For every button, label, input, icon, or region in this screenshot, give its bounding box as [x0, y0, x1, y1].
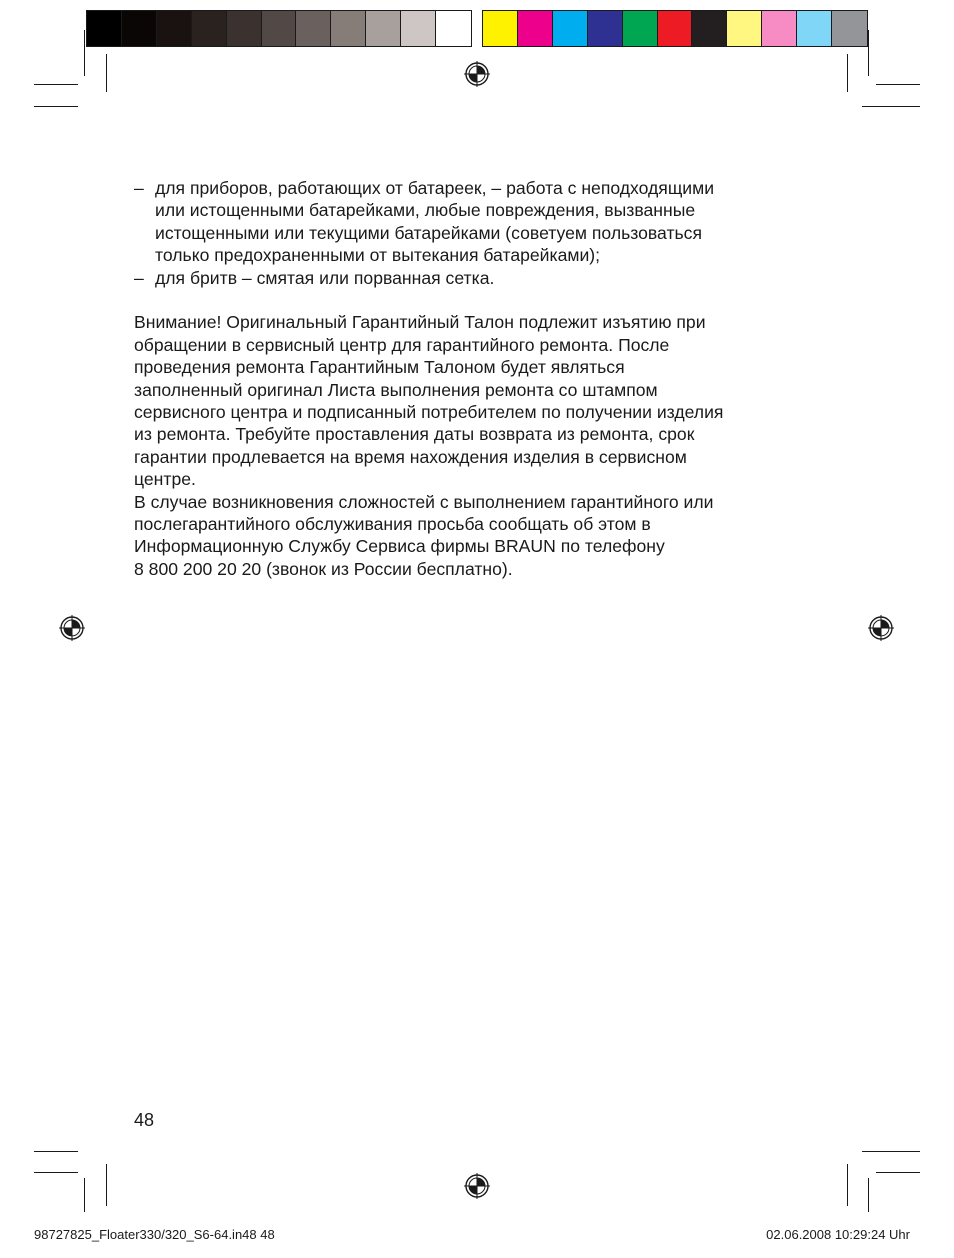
- text-line: В случае возникновения сложностей с выполнением гарантийного или: [134, 491, 714, 512]
- process-color-swatch: [797, 11, 832, 46]
- crop-mark: [868, 1178, 869, 1212]
- registration-target-icon: [59, 615, 85, 641]
- crop-mark: [847, 1164, 848, 1206]
- bullet-item-shavers: [134, 267, 834, 289]
- grayscale-swatch: [401, 11, 436, 46]
- crop-mark: [34, 1151, 78, 1152]
- crop-mark: [847, 54, 848, 92]
- crop-mark: [34, 1172, 78, 1173]
- warranty-text-body: [134, 177, 834, 580]
- registration-target-icon: [464, 1173, 490, 1199]
- grayscale-swatch: [366, 11, 401, 46]
- grayscale-swatch: [296, 11, 331, 46]
- bullet-dash: –: [134, 178, 144, 198]
- text-line: Внимание! Оригинальный Гарантийный Талон подлежит изъятию при: [134, 312, 706, 333]
- paragraph-attention: [134, 311, 834, 490]
- process-color-swatch: [658, 11, 693, 46]
- process-color-swatch: [623, 11, 658, 46]
- grayscale-swatch: [157, 11, 192, 46]
- grayscale-swatch: [262, 11, 297, 46]
- text-line: или истощенными батарейками, любые повреждения, вызванные: [155, 200, 696, 221]
- footer-timestamp: 02.06.2008 10:29:24 Uhr: [766, 1227, 910, 1242]
- text-line: 8 800 200 20 20 (звонок из России бесплатно).: [134, 558, 513, 579]
- crop-mark: [862, 1151, 920, 1152]
- text-line: Информационную Службу Сервиса фирмы BRAUN по телефону: [134, 536, 665, 557]
- crop-mark: [106, 1164, 107, 1206]
- grayscale-swatch: [436, 11, 471, 46]
- grayscale-swatch: [87, 11, 122, 46]
- crop-mark: [862, 106, 920, 107]
- process-color-swatch: [727, 11, 762, 46]
- crop-mark: [34, 84, 78, 85]
- crop-mark: [34, 106, 78, 107]
- crop-mark: [868, 30, 869, 76]
- process-color-swatch: [692, 11, 727, 46]
- text-line: для приборов, работающих от батареек, – работа с неподходящими: [155, 178, 715, 198]
- process-color-swatch: [518, 11, 553, 46]
- registration-target-icon: [868, 615, 894, 641]
- registration-target-icon: [464, 61, 490, 87]
- process-color-swatch: [762, 11, 797, 46]
- process-color-bar: [482, 10, 868, 47]
- process-color-swatch: [588, 11, 623, 46]
- grayscale-color-bar: [86, 10, 472, 47]
- grayscale-swatch: [227, 11, 262, 46]
- crop-mark: [106, 54, 107, 92]
- text-line: обращении в сервисный центр для гарантийного ремонта. После: [134, 334, 670, 355]
- text-line: заполненный оригинал Листа выполнения ремонта со штампом: [134, 379, 658, 400]
- process-color-swatch: [483, 11, 518, 46]
- text-line: проведения ремонта Гарантийным Талоном будет являться: [134, 357, 625, 378]
- grayscale-swatch: [331, 11, 366, 46]
- crop-mark: [876, 1172, 920, 1173]
- text-line: послегарантийного обслуживания просьба сообщать об этом в: [134, 514, 651, 535]
- text-line: для бритв – смятая или порванная сетка.: [155, 267, 495, 288]
- grayscale-swatch: [192, 11, 227, 46]
- text-line: только предохраненными от вытекания батарейками);: [155, 245, 601, 266]
- crop-mark: [84, 30, 85, 76]
- paragraph-service-contact: [134, 491, 834, 581]
- process-color-swatch: [832, 11, 867, 46]
- crop-mark: [876, 84, 920, 85]
- page-number: 48: [134, 1110, 155, 1130]
- text-line: гарантии продлевается на время нахождения изделия в сервисном: [134, 446, 687, 467]
- process-color-swatch: [553, 11, 588, 46]
- footer-file-info: 98727825_Floater330/320_S6-64.in48 48: [34, 1227, 275, 1242]
- crop-mark: [84, 1178, 85, 1212]
- bullet-item-batteries: [134, 177, 834, 267]
- text-line: истощенными или текущими батарейками (советуем пользоваться: [155, 222, 702, 243]
- text-line: сервисного центра и подписанный потребителем по получении изделия: [134, 402, 724, 423]
- grayscale-swatch: [122, 11, 157, 46]
- bullet-dash: –: [134, 267, 144, 288]
- text-line: центре.: [134, 469, 196, 490]
- text-line: из ремонта. Требуйте проставления даты возврата из ремонта, срок: [134, 424, 695, 445]
